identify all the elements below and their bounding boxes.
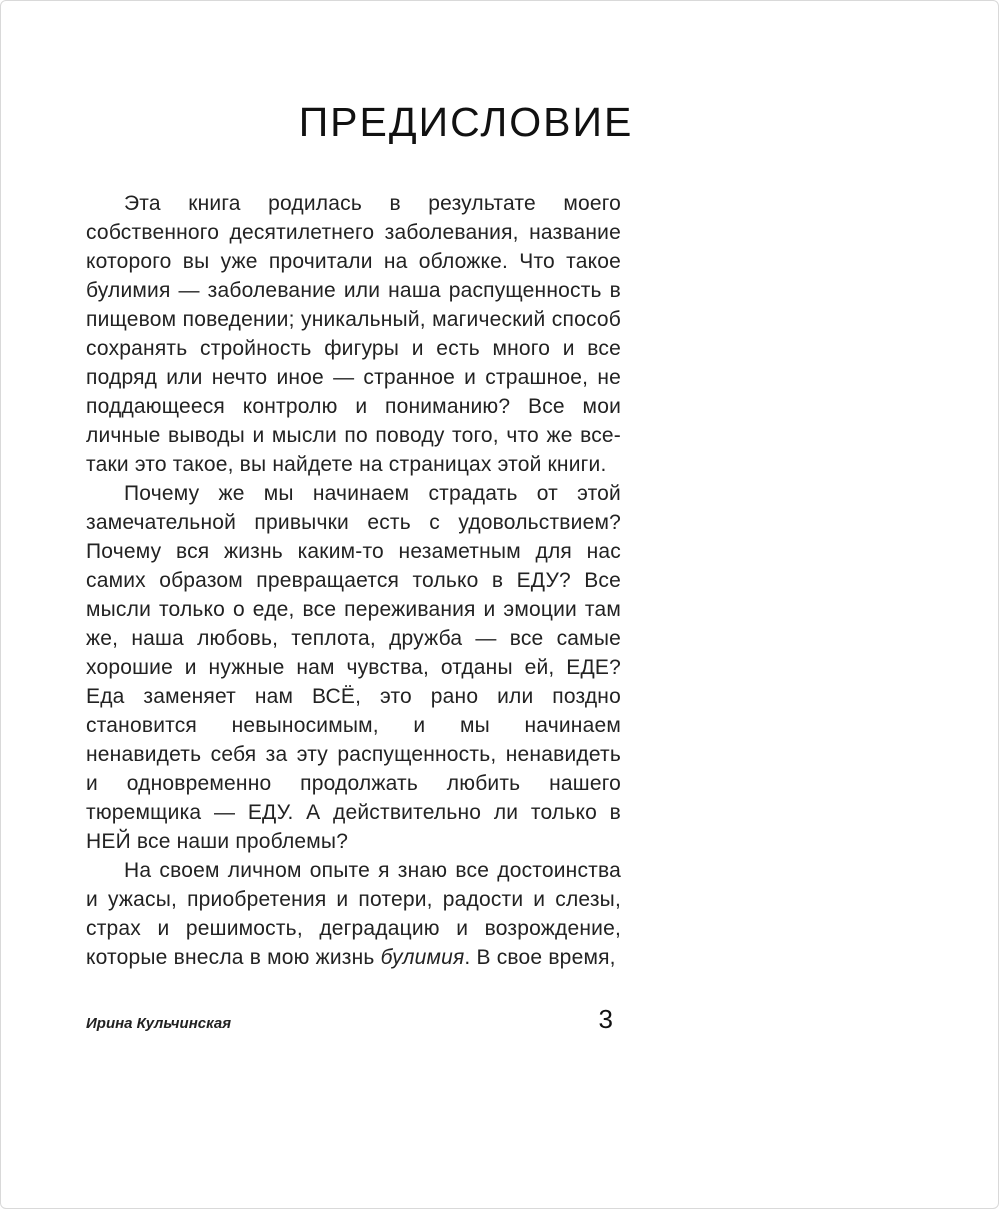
- page-number: 3: [598, 1004, 613, 1034]
- text-run: Эта книга родилась в результате моего собственного десятилетнего заболевания, название которого вы уже прочитали на обложке. Что такое булимия — заболевание или наша распущенность в пищевом поведении; уникальный, магический способ сохранять стройность фигуры и есть много и все подряд или нечто иное — странное и страшное, не поддающееся контролю и пониманию? Все мои личные выводы и мысли по поводу того, что же все-таки это такое, вы найдете на страницах этой книги.: [86, 192, 621, 476]
- text-run: На своем личном опыте я знаю все достоинства и ужасы, приобретения и потери, радости и слезы, страх и решимость, деградацию и возрождение, которые внесла в мою жизнь: [86, 859, 621, 969]
- page-footer: [86, 1004, 621, 1035]
- body-text: [86, 189, 621, 972]
- footer-author: Ирина Кульчинская: [86, 1015, 232, 1032]
- paragraph: [86, 479, 621, 856]
- paragraph: [86, 856, 621, 972]
- paragraph: [86, 189, 621, 479]
- emphasized-text: булимия: [380, 946, 465, 969]
- page-title: ПРЕДИСЛОВИЕ: [298, 99, 634, 145]
- text-run: . В свое время,: [464, 946, 616, 969]
- text-run: Почему же мы начинаем страдать от этой замечательной привычки есть с удовольствием? Почему вся жизнь каким-то незаметным для нас самих образом превращается только в ЕДУ? Все мысли только о еде, все переживания и эмоции там же, наша любовь, теплота, дружба — все самые хорошие и нужные нам чувства, отданы ей, ЕДЕ? Еда заменяет нам ВСЁ, это рано или поздно становится невыносимым, и мы начинаем ненавидеть себя за эту распущенность, ненавидеть и одновременно продолжать любить нашего тюремщика — ЕДУ. А действительно ли только в НЕЙ все наши проблемы?: [86, 482, 621, 853]
